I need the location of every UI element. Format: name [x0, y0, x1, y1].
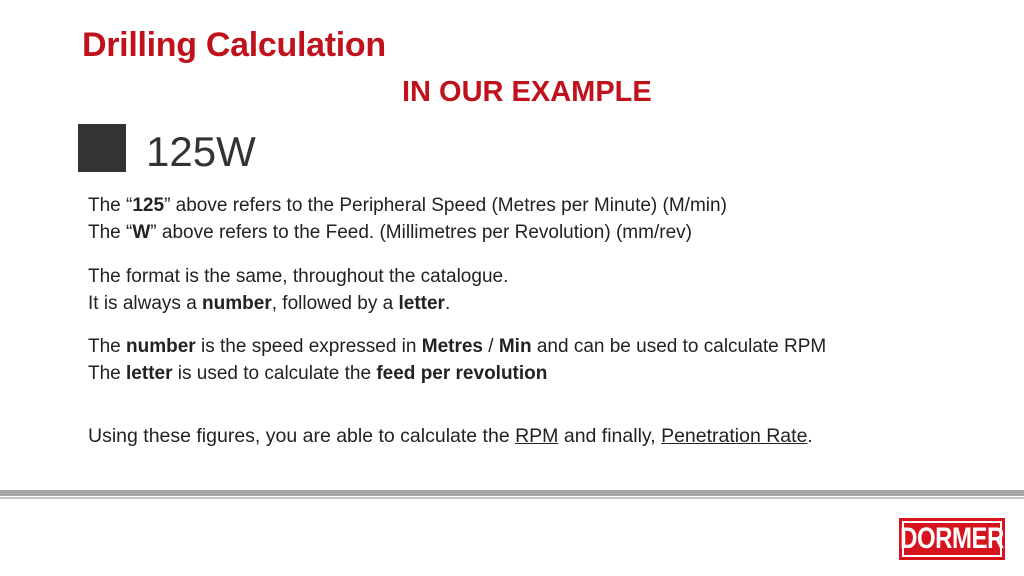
- format-paragraph: [88, 263, 508, 317]
- slide-title: Drilling Calculation: [82, 26, 386, 64]
- speed-definition-line: The “125” above refers to the Peripheral Speed (Metres per Minute) (M/min): [88, 195, 727, 216]
- speed-code-bold: 125: [132, 195, 165, 216]
- footer-divider: [0, 490, 1024, 496]
- definition-paragraph: [88, 192, 727, 246]
- code-square-bullet: [78, 124, 126, 172]
- format-rule-line: It is always a number, followed by a letter.: [88, 293, 451, 314]
- summary-line: Using these figures, you are able to calculate the RPM and finally, Penetration Rate.: [88, 425, 813, 447]
- explanation-paragraph: [88, 333, 826, 387]
- footer-divider-thin: [0, 497, 1024, 499]
- format-line: The format is the same, throughout the catalogue.: [88, 266, 509, 287]
- rpm-link-text: RPM: [515, 425, 559, 447]
- example-code: 125W: [146, 128, 256, 175]
- slide-subtitle: IN OUR EXAMPLE: [402, 76, 652, 108]
- summary-paragraph: [88, 423, 813, 450]
- dormer-logo: [899, 518, 1005, 560]
- letter-explanation-line: The letter is used to calculate the feed per revolution: [88, 363, 548, 384]
- penetration-rate-link-text: Penetration Rate: [661, 425, 808, 447]
- dormer-logo-text: DORMER: [900, 521, 1004, 556]
- number-explanation-line: The number is the speed expressed in Metres / Min and can be used to calculate RPM: [88, 336, 827, 357]
- feed-code-bold: W: [132, 222, 151, 243]
- dormer-logo-frame: [902, 521, 1002, 557]
- feed-definition-line: The “W” above refers to the Feed. (Millimetres per Revolution) (mm/rev): [88, 222, 692, 243]
